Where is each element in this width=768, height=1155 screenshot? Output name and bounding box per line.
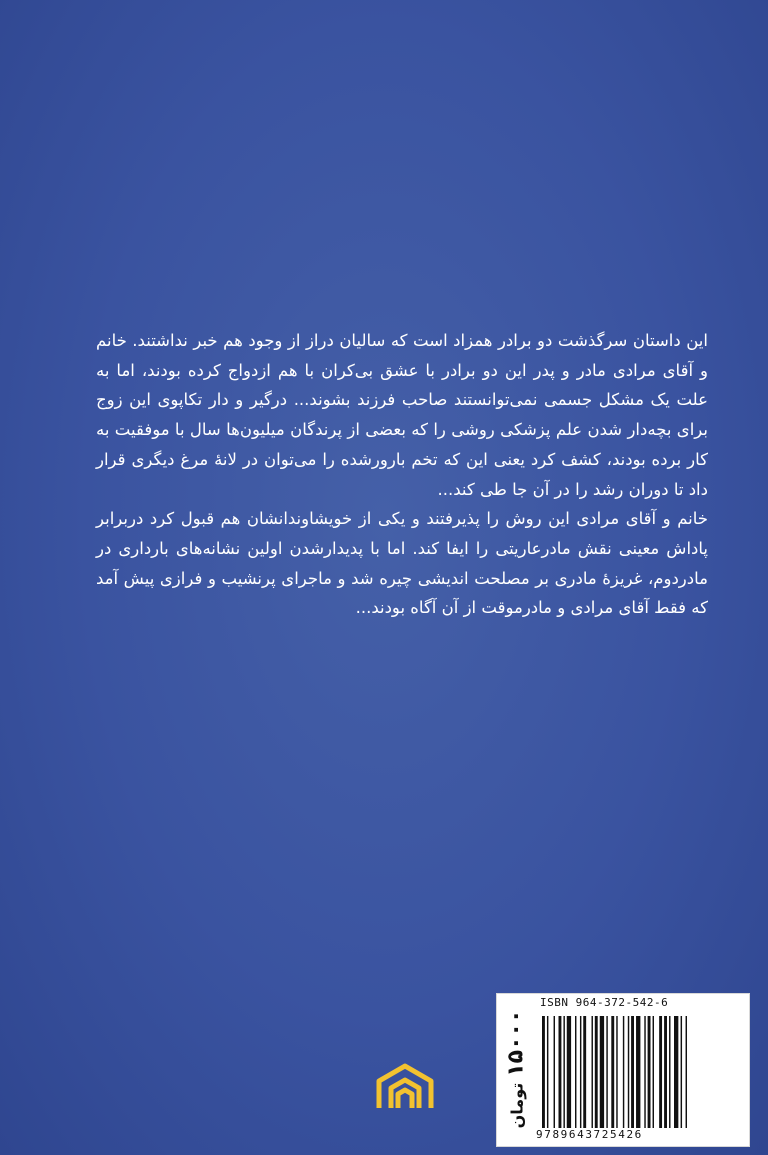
publisher-logo-icon — [374, 1061, 436, 1113]
price-unit: تومان — [507, 1082, 527, 1129]
price-amount: ۱۵۰۰۰ — [503, 1009, 529, 1077]
blurb-paragraph-2: خانم و آقای مرادی این روش را پذیرفتند و یکی از خویشاوندانشان هم قبول کرد دربرابر پاداش معینی نقش مادرعاریتی را ایفا کند. اما با پدیدارشدن اولین نشانه‌های بارداری در مادردوم، غریزهٔ مادری بر مصلحت اندیشی چیره شد و ماجرای پرنشیب و فرازی پیش آمد که فقط آقای مرادی و مادرموقت از آن آگاه بودند... — [96, 509, 708, 618]
barcode-icon — [538, 1016, 738, 1128]
isbn-label: ISBN 964-372-542-6 — [540, 996, 669, 1009]
price-tag — [496, 993, 536, 1145]
blurb-paragraph-1: این داستان سرگذشت دو برادر همزاد است که سالیان دراز از وجود هم خبر نداشتند. خانم و آقای مرادی مادر و پدر این دو برادر با عشق بی‌کران با هم ازدواج کرده بودند، اما به علت یک مشکل جسمی نمی‌توانستند صاحب فرزند بشوند... درگیر و دار تکاپوی این زوج برای بچه‌دار شدن علم پزشکی روشی را که بعضی از پرندگان میلیون‌ها سال با موفقیت به کار برده بودند، کشف کرد یعنی این که تخم بارورشده را می‌توان در لانهٔ مرغ دیگری قرار داد تا دوران رشد را در آن جا طی کند... — [96, 331, 708, 499]
blurb-text — [96, 326, 708, 623]
ean-number: 9789643725426 — [536, 1128, 643, 1141]
